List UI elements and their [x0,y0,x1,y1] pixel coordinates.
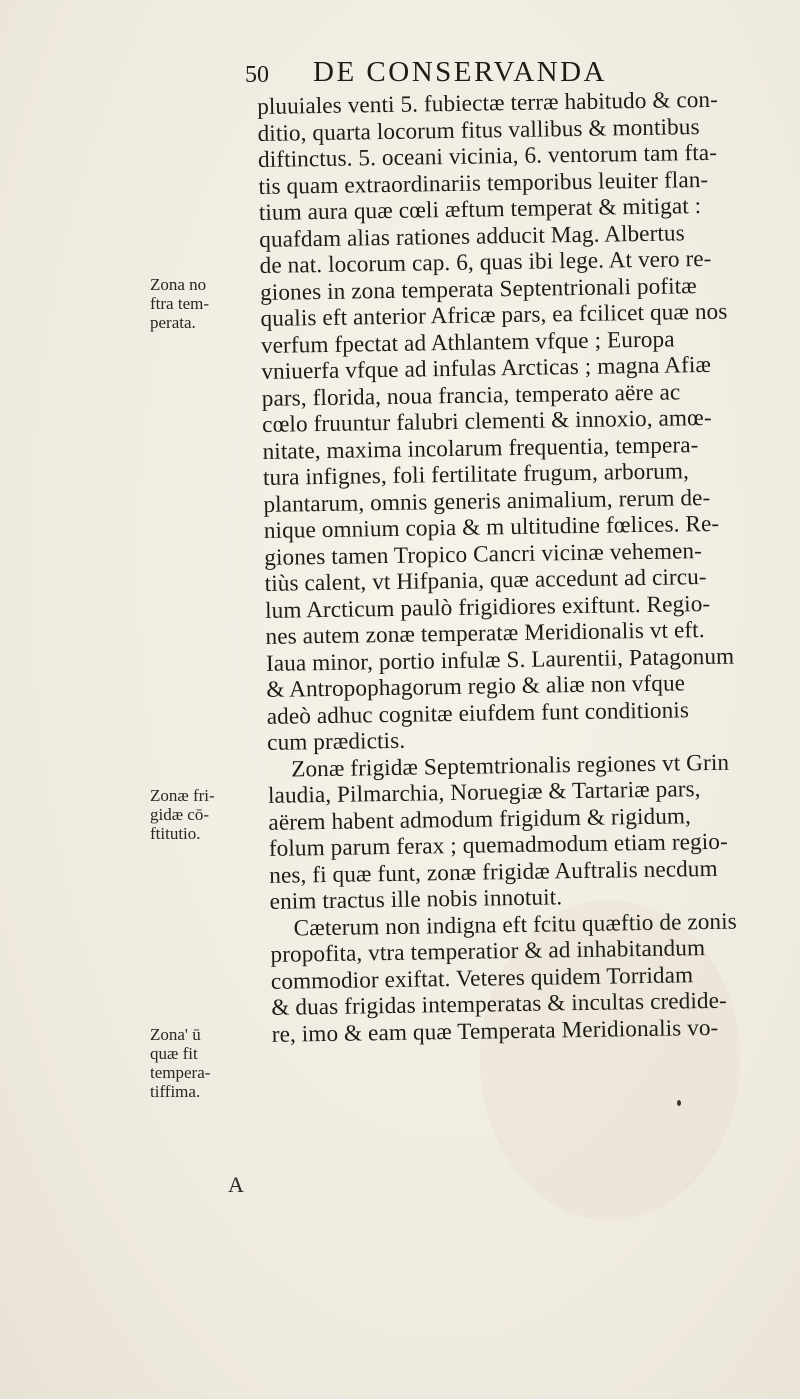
text-line: nes autem zonæ temperatæ Meridionalis vt eft. [265,617,705,650]
text-line: Zonæ frigidæ Septemtrionalis regiones vt Grin [267,749,730,783]
text-line: nique omnium copia & m ultitudine fœlices. Re- [263,510,720,544]
text-line: nitate, maxima incolarum frequentia, tempera- [262,431,699,465]
text-line: qualis eft anterior Africæ pars, ea fcilicet quæ nos [260,298,728,332]
text-line: cœlo fruuntur falubri clementi & innoxio, amœ- [261,404,712,438]
text-line: pars, florida, noua francia, temperato aëre ac [261,378,681,412]
signature-mark: A [228,1172,244,1197]
text-line: tiùs calent, vt Hifpania, quæ accedunt ad circu- [264,563,707,597]
body-text [257,86,800,1048]
text-line: tura infignes, foli fertilitate frugum, arborum, [262,458,690,491]
text-line: pluuiales venti 5. fubiectæ terræ habitudo & con- [257,86,719,120]
margin-note-temperatissima: Zona' ū quæ fit tempera- tiffima. [150,1025,211,1101]
text-line: commodior exiftat. Veteres quidem Torridam [270,961,694,995]
text-line: adeò adhuc cognitæ eiufdem funt conditionis [266,696,690,730]
text-line: giones tamen Tropico Cancri vicinæ vehemen- [264,537,703,571]
text-line: lum Arcticum paulò frigidiores exiftunt. Regio- [264,590,711,624]
text-line: plantarum, omnis generis animalium, rerum de- [263,484,711,518]
text-line: & duas frigidas intemperatas & incultas credide- [271,987,728,1021]
ink-dot [677,1100,681,1106]
text-line: propofita, vtra temperatior & ad inhabitandum [270,935,706,968]
text-line: laudia, Pilmarchia, Noruegiæ & Tartariæ pars, [267,776,701,809]
text-line: Iaua minor, portio infulæ S. Laurentii, Patagonum [265,643,735,677]
text-line: tium aura quæ cœli æftum temperat & mitigat : [258,193,702,226]
margin-note-zonae-frigidae: Zonæ fri- gidæ cō- ftitutio. [150,786,215,843]
text-line: re, imo & eam quæ Temperata Meridionalis vo- [271,1014,719,1048]
text-line: folum parum ferax ; quemadmodum etiam regio- [268,828,729,862]
text-line: enim tractus ille nobis innotuit. [269,884,563,915]
margin-note-zona-temperata: Zona no ftra tem- perata. [150,275,209,332]
text-line: quafdam alias rationes adducit Mag. Albertus [259,219,685,253]
text-line: verfum fpectat ad Athlantem vfque ; Europa [260,325,675,359]
page-number: 50 [245,62,269,88]
running-title: DE CONSERVANDA [313,56,607,88]
text-line: diftinctus. 5. oceani vicinia, 6. ventorum tam fta- [257,139,718,173]
text-line: & Antropophagorum regio & aliæ non vfque [266,670,686,703]
text-line: giones in zona temperata Septentrionali pofitæ [259,272,697,306]
text-line: tis quam extraordinariis temporibus leuiter flan- [258,166,709,200]
text-line: nes, fi quæ funt, zonæ frigidæ Auftralis necdum [269,855,718,889]
text-line: cum prædictis. [266,727,406,756]
text-line: Cæterum non indigna eft fcitu quæftio de zonis [269,908,738,942]
text-line: ditio, quarta locorum fitus vallibus & montibus [257,113,700,147]
text-line: de nat. locorum cap. 6, quas ibi lege. At vero re- [259,245,712,279]
text-line: vniuerfa vfque ad infulas Arcticas ; magna Afiæ [261,351,712,385]
text-line: aërem habent admodum frigidum & rigidum, [268,802,692,836]
